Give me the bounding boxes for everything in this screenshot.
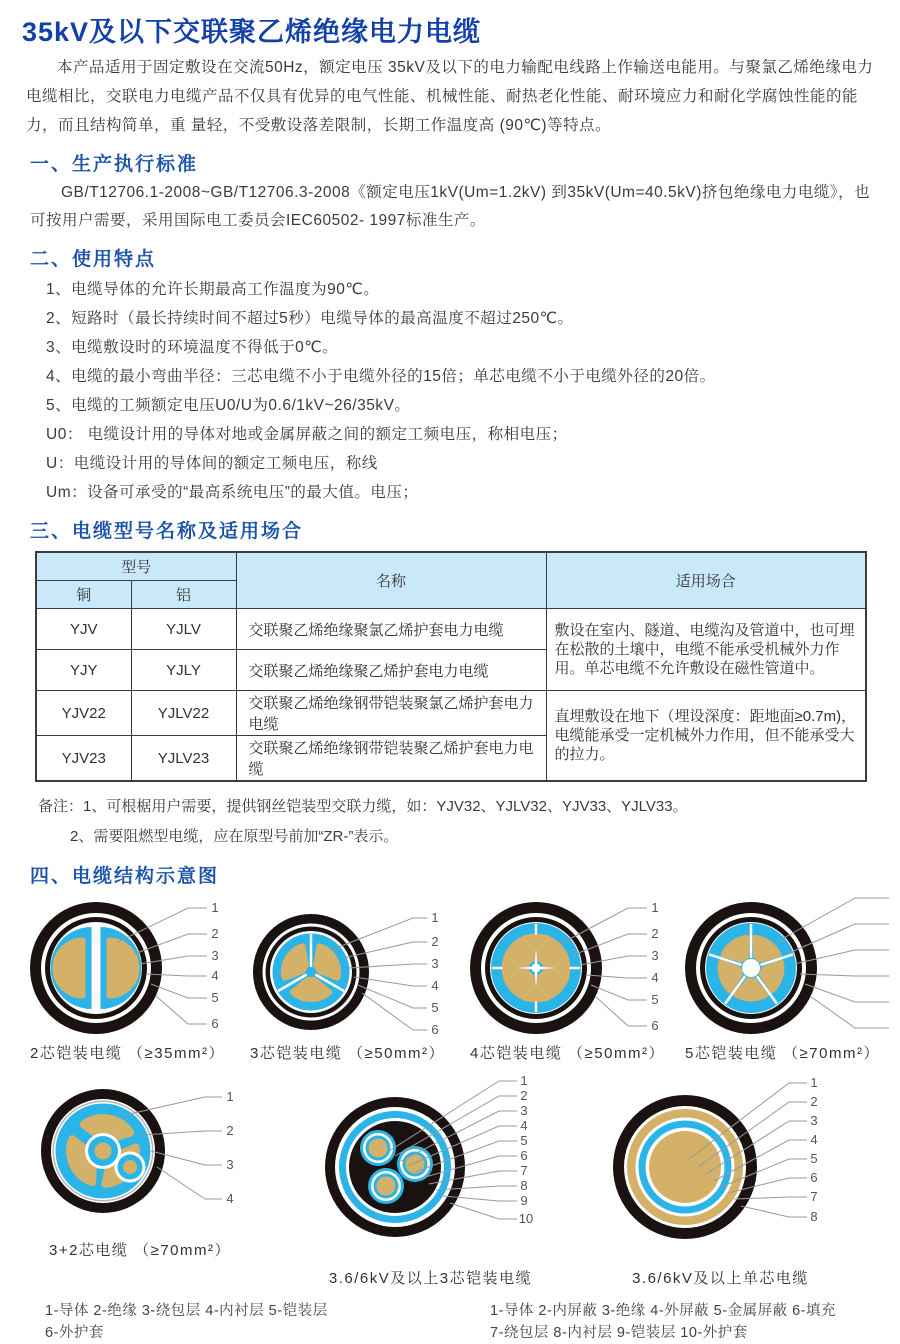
diagram-label-number: 1: [226, 1089, 234, 1104]
legend-line: 6-外护套: [45, 1325, 104, 1341]
diagram-label-number: 6: [810, 1170, 818, 1185]
diagram-label-number: 1: [211, 900, 219, 915]
header-copper: 铜: [36, 581, 131, 609]
usage-feature-item: 1、电缆导体的允许长期最高工作温度为90℃。: [46, 281, 380, 298]
diagram-label-number: 6: [520, 1148, 528, 1163]
diagram-label-number: 2: [226, 1123, 234, 1138]
cable-model-table: [35, 551, 867, 782]
diagram-label-number: 4: [651, 970, 659, 985]
cable-cross-section-2core: [20, 892, 235, 1042]
model-al-cell: YJLV23: [131, 736, 236, 782]
legend-shielded: [490, 1300, 890, 1344]
usage-feature-item: 4、电缆的最小弯曲半径：三芯电缆不小于电缆外径的15倍；单芯电缆不小于电缆外径的20倍。: [46, 368, 716, 385]
diagram-label-number: 9: [520, 1193, 528, 1208]
diagram-label-number: 6: [211, 1016, 219, 1031]
header-aluminum: 铝: [131, 581, 236, 609]
diagram-label-number: 5: [520, 1133, 528, 1148]
table-row: [36, 691, 866, 736]
legend-line: 1-导体 2-绝缘 3-绕包层 4-内衬层 5-铠装层: [45, 1303, 328, 1319]
diagram-label-number: 2: [431, 934, 439, 949]
diagram-label-number: 7: [520, 1163, 528, 1178]
diagram-label-number: 5: [431, 1000, 439, 1015]
model-cu-cell: YJV22: [36, 691, 131, 736]
header-application: 适用场合: [546, 552, 866, 609]
diagram-label-number: 1: [810, 1075, 818, 1090]
usage-feature-item: 5、电缆的工频额定电压U0/U为0.6/1kV~26/35kV。: [46, 397, 411, 414]
intro-paragraph: 本产品适用于固定敷设在交流50Hz，额定电压 35kV及以下的电力输配电线路上作输送电能用。与聚氯乙烯绝缘电力电缆相比，交联电力电缆产品不仅具有优异的电气性能、机械性能、耐热老化性能、耐环境应力和耐化学腐蚀性能的能力，而且结构简单，重 量轻，不受敷设落差限制，长期工作温度高 (90℃)等特点。: [26, 59, 874, 134]
application-cell: 敷设在室内、隧道、电缆沟及管道中，也可埋在松散的土壤中，电缆不能承受机械外力作用。单芯电缆不允许敷设在磁性管道中。: [546, 609, 866, 691]
diagram-label-number: 2: [651, 926, 659, 941]
diagram-label-number: 3: [431, 956, 439, 971]
diagram-caption: 4芯铠装电缆 （≥50mm²）: [470, 1045, 665, 1062]
diagram-caption: 3.6/6kV及以上3芯铠装电缆: [328, 1270, 533, 1287]
diagram-label-number: 3: [211, 948, 219, 963]
model-cu-cell: YJV23: [36, 736, 131, 782]
header-name: 名称: [236, 552, 546, 609]
remark-line-2: 2、需要阻燃型电缆，应在原型号前加“ZR-”表示。: [70, 828, 399, 845]
diagram-row-2: [25, 1067, 900, 1288]
table-header-row: [36, 552, 866, 581]
diagram-label-number: 7: [810, 1189, 818, 1204]
cable-cross-section-4core: [460, 892, 675, 1042]
cable-diagram-3core: [235, 892, 460, 1063]
cable-name-cell: 交联聚乙烯绝缘钢带铠装聚氯乙烯护套电力电缆: [236, 691, 546, 736]
table-remarks: [38, 792, 900, 852]
diagram-caption: 5芯铠装电缆 （≥70mm²）: [685, 1045, 880, 1062]
diagram-label-number: 5: [211, 990, 219, 1005]
cable-cross-section-5core: [675, 892, 890, 1042]
diagram-label-number: 5: [810, 1151, 818, 1166]
diagram-caption: 3+2芯电缆 （≥70mm²）: [48, 1242, 231, 1259]
model-al-cell: YJLV22: [131, 691, 236, 736]
diagram-label-number: 4: [211, 968, 219, 983]
cable-cross-section-6kv-3core: [313, 1067, 548, 1267]
section-heading-cable-models: 三、电缆型号名称及适用场合: [30, 521, 304, 542]
model-cu-cell: YJY: [36, 650, 131, 691]
remark-line-1: 备注：1、可根椐用户需要，提供钢丝铠装型交联力缆，如：YJV32、YJLV32、YJV33、YJLV33。: [38, 798, 688, 815]
cable-cross-section-6kv-singlecore: [603, 1067, 838, 1267]
diagram-caption: 2芯铠装电缆 （≥35mm²）: [30, 1045, 225, 1062]
usage-feature-item: 3、电缆敷设时的环境温度不得低于0℃。: [46, 339, 339, 356]
usage-feature-item: 2、短路时（最长持续时间不超过5秒）电缆导体的最高温度不超过250℃。: [46, 310, 574, 327]
cable-cross-section-3plus2core: [25, 1067, 255, 1239]
cable-diagram-3plus2core: [25, 1067, 255, 1288]
diagram-label-number: 4: [810, 1132, 818, 1147]
diagram-label-number: 3: [651, 948, 659, 963]
model-al-cell: YJLV: [131, 609, 236, 650]
section-heading-usage-features: 二、使用特点: [30, 249, 157, 270]
usage-feature-item: U：电缆设计用的导体间的额定工频电压，称线: [46, 455, 378, 472]
section-heading-structure-diagrams: 四、电缆结构示意图: [30, 866, 220, 887]
cable-diagram-4core: [460, 892, 675, 1063]
diagram-label-number: 2: [211, 926, 219, 941]
diagram-label-number: 8: [810, 1209, 818, 1224]
diagram-label-number: 6: [651, 1018, 659, 1033]
diagram-label-number: 4: [226, 1191, 234, 1206]
diagram-caption: 3.6/6kV及以上单芯电缆: [632, 1270, 809, 1287]
diagram-label-number: 3: [520, 1103, 528, 1118]
diagram-label-number: 1: [431, 910, 439, 925]
diagram-legends: [45, 1300, 900, 1344]
diagram-label-number: 1: [520, 1073, 528, 1088]
legend-armored: [45, 1300, 435, 1344]
cable-cross-section-3core: [235, 892, 460, 1042]
diagram-label-number: 8: [520, 1178, 528, 1193]
model-cu-cell: YJV: [36, 609, 131, 650]
model-al-cell: YJLY: [131, 650, 236, 691]
diagram-label-number: 3: [226, 1157, 234, 1172]
diagram-row-1: [20, 892, 900, 1063]
usage-feature-item: Um：设备可承受的“最高系统电压”的最大值。电压；: [46, 484, 419, 501]
diagram-label-number: 10: [518, 1211, 534, 1226]
cable-diagram-2core: [20, 892, 235, 1063]
document-page: [0, 10, 900, 1341]
diagram-label-number: 2: [810, 1094, 818, 1109]
cable-diagram-6kv-singlecore: [603, 1067, 838, 1288]
legend-line: 1-导体 2-内屏蔽 3-绝缘 4-外屏蔽 5-金属屏蔽 6-填充: [490, 1303, 836, 1319]
cable-name-cell: 交联聚乙烯绝缘钢带铠装聚乙烯护套电力电缆: [236, 736, 546, 782]
diagram-label-number: 5: [651, 992, 659, 1007]
cable-name-cell: 交联聚乙烯绝缘聚氯乙烯护套电力电缆: [236, 609, 546, 650]
cable-diagram-5core: [675, 892, 890, 1063]
usage-feature-list: [0, 275, 900, 507]
diagram-label-number: 3: [810, 1113, 818, 1128]
diagram-label-number: 1: [651, 900, 659, 915]
cable-diagram-6kv-3core: [313, 1067, 548, 1288]
diagram-label-number: 4: [431, 978, 439, 993]
diagram-label-number: 2: [520, 1088, 528, 1103]
diagram-caption: 3芯铠装电缆 （≥50mm²）: [250, 1045, 445, 1062]
diagram-label-number: 6: [431, 1022, 439, 1037]
application-cell: 直埋敷设在地下（埋设深度：距地面≥0.7m)，电缆能承受一定机械外力作用，但不能承受大的拉力。: [546, 691, 866, 782]
table-row: [36, 609, 866, 650]
header-model: 型号: [36, 552, 236, 581]
legend-line: 7-绕包层 8-内衬层 9-铠装层 10-外护套: [490, 1325, 748, 1341]
usage-feature-item: U0： 电缆设计用的导体对地或金属屏蔽之间的额定工频电压，称相电压；: [46, 426, 568, 443]
page-title: 35kV及以下交联聚乙烯绝缘电力电缆: [22, 17, 482, 47]
section-heading-production-standard: 一、生产执行标准: [30, 154, 199, 175]
production-standard-body: GB/T12706.1-2008~GB/T12706.3-2008《额定电压1kV(Um=1.2kV) 到35kV(Um=40.5kV)挤包绝缘电力电缆》，也可按用户需要，采用国际电工委员会IEC60502- 1997标准生产。: [30, 184, 871, 229]
diagram-label-number: 4: [520, 1118, 528, 1133]
cable-name-cell: 交联聚乙烯绝缘聚乙烯护套电力电缆: [236, 650, 546, 691]
